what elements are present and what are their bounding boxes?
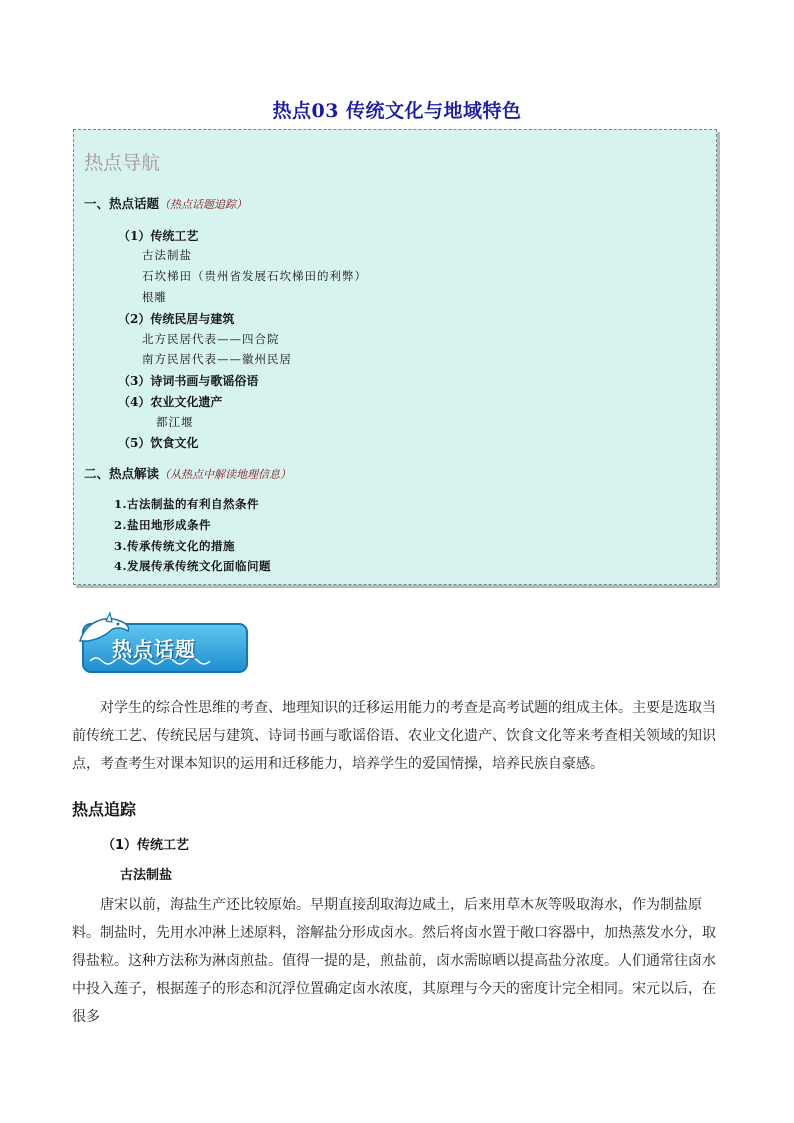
nav-subitem: 根雕 xyxy=(142,290,167,304)
nav-subitem: 南方民居代表——徽州民居 xyxy=(142,352,292,366)
nav-point: 2.盐田地形成条件 xyxy=(114,518,212,532)
nav-section-1-label: 一、热点话题 xyxy=(84,196,160,211)
nav-item-1: （1）传统工艺 xyxy=(118,229,199,243)
nav-heading: 热点导航 xyxy=(84,152,161,174)
subsection-heading: （1）传统工艺 xyxy=(102,838,190,853)
topic-heading: 古法制盐 xyxy=(120,868,173,883)
nav-section-2 xyxy=(84,464,291,482)
nav-item-4: （4）农业文化遗产 xyxy=(118,395,223,409)
nav-subitem: 都江堰 xyxy=(156,415,194,429)
nav-section-1-note: （热点话题追踪） xyxy=(159,198,248,211)
banner-label: 热点话题 xyxy=(112,637,196,661)
nav-point: 1.古法制盐的有利自然条件 xyxy=(114,497,260,511)
section-heading: 热点追踪 xyxy=(72,800,137,819)
page-title: 热点03 传统文化与地域特色 xyxy=(272,100,522,122)
nav-item-2: （2）传统民居与建筑 xyxy=(118,312,235,326)
hotspot-navigation-box xyxy=(73,129,717,585)
intro-paragraph: 对学生的综合性思维的考查、地理知识的迁移运用能力的考查是高考试题的组成主体。主要是选取当前传统工艺、传统民居与建筑、诗词书画与歌谣俗语、农业文化遗产、饮食文化等来考查相关领域的知识点，考查考生对课本知识的运用和迁移能力，培养学生的爱国情操，培养民族自豪感。 xyxy=(72,700,716,772)
nav-section-2-note: （从热点中解读地理信息） xyxy=(159,468,292,481)
nav-section-1 xyxy=(84,194,247,212)
nav-item-3: （3）诗词书画与歌谣俗语 xyxy=(118,374,259,388)
nav-point: 3.传承传统文化的措施 xyxy=(114,539,236,553)
nav-item-5: （5）饮食文化 xyxy=(118,436,199,450)
body-paragraph: 唐宋以前，海盐生产还比较原始。早期直接刮取海边咸土，后来用草木灰等吸取海水，作为制盐原料。制盐时，先用水冲淋上述原料，溶解盐分形成卤水。然后将卤水置于敞口容器中，加热蒸发水分，取得盐粒。这种方法称为淋卤煎盐。值得一提的是，煎盐前，卤水需晾晒以提高盐分浓度。人们通常往卤水中投入莲子，根据莲子的形态和沉浮位置确定卤水浓度，其原理与今天的密度计完全相同。宋元以后，在很多 xyxy=(72,897,716,1025)
nav-subitem: 北方民居代表——四合院 xyxy=(142,332,280,346)
nav-point: 4.发展传承传统文化面临问题 xyxy=(114,559,272,573)
hot-topic-banner xyxy=(76,611,248,673)
nav-subitem: 古法制盐 xyxy=(142,248,192,262)
nav-subitem: 石坎梯田（贵州省发展石坎梯田的利弊） xyxy=(142,269,367,283)
nav-section-2-label: 二、热点解读 xyxy=(84,466,160,481)
